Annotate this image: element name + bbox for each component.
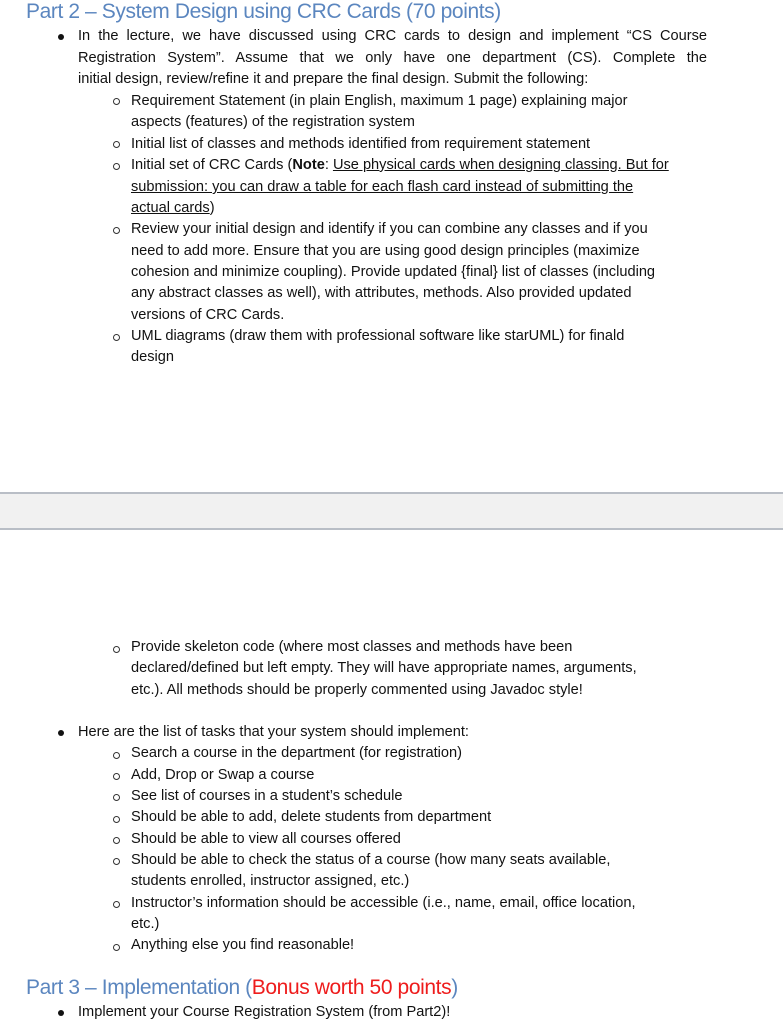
task-item: Search a course in the department (for registration)	[131, 745, 462, 761]
bullet-icon	[58, 34, 64, 40]
task-item: Anything else you find reasonable!	[131, 937, 355, 953]
circle-bullet-icon	[113, 752, 120, 759]
implement-item: Implement your Course Registration System (from Part2)!	[78, 1004, 451, 1020]
circle-bullet-icon	[113, 858, 120, 865]
skeleton-item: declared/defined but left empty. They will have appropriate names, arguments,	[131, 660, 637, 676]
part3-heading-suffix: )	[451, 976, 458, 999]
part2-heading: Part 2 – System Design using CRC Cards (70 points)	[26, 0, 501, 23]
intro-line: initial design, review/refine it and prepare the final design. Submit the following:	[78, 71, 589, 87]
part3-heading-prefix: Part 3 – Implementation (	[26, 976, 252, 999]
uml-item: UML diagrams (draw them with professional software like starUML) for finald	[131, 328, 625, 344]
tasks-intro: Here are the list of tasks that your system should implement:	[78, 724, 469, 740]
skeleton-item: etc.). All methods should be properly commented using Javadoc style!	[131, 682, 583, 698]
circle-bullet-icon	[113, 944, 120, 951]
uml-item: design	[131, 349, 175, 365]
crc-note-text: Use physical cards when designing classing. But for	[332, 157, 669, 173]
bullet-icon	[58, 730, 64, 736]
bonus-label: Bonus worth 50 points	[251, 976, 452, 999]
circle-bullet-icon	[113, 646, 120, 653]
bullet-icon	[58, 1010, 64, 1016]
review-item: Review your initial design and identify if you can combine any classes and if you	[131, 221, 648, 237]
circle-bullet-icon	[113, 334, 120, 341]
circle-bullet-icon	[113, 98, 120, 105]
review-item: versions of CRC Cards.	[131, 307, 285, 323]
part3-heading	[26, 976, 458, 1000]
note-label: Note	[292, 157, 325, 173]
task-item: See list of courses in a student’s schedule	[131, 788, 403, 804]
task-item: Should be able to view all courses offered	[131, 831, 401, 847]
document-page-1	[0, 0, 783, 492]
task-item: Add, Drop or Swap a course	[131, 767, 315, 783]
initial-list-item: Initial list of classes and methods identified from requirement statement	[131, 136, 591, 152]
crc-cards-item-end	[131, 198, 215, 219]
requirement-item: Requirement Statement (in plain English, maximum 1 page) explaining major	[131, 93, 628, 109]
skeleton-item: Provide skeleton code (where most classes and methods have been	[131, 639, 573, 655]
task-item: etc.)	[131, 916, 160, 932]
circle-bullet-icon	[113, 837, 120, 844]
circle-bullet-icon	[113, 227, 120, 234]
crc-prefix: Initial set of CRC Cards (	[131, 157, 293, 173]
task-item: Should be able to check the status of a course (how many seats available,	[131, 852, 611, 868]
task-item: students enrolled, instructor assigned, etc.)	[131, 873, 410, 889]
intro-line: In the lecture, we have discussed using CRC cards to design and implement “CS Course	[78, 28, 707, 44]
crc-note-text: actual cards	[131, 200, 210, 216]
circle-bullet-icon	[113, 816, 120, 823]
circle-bullet-icon	[113, 794, 120, 801]
review-item: cohesion and minimize coupling). Provide updated {final} list of classes (including	[131, 264, 656, 280]
intro-line: Registration System”. Assume that we only have one department (CS). Complete the	[78, 50, 707, 66]
page-break-gap	[0, 492, 783, 530]
document-page-2	[0, 530, 783, 1024]
task-item: Instructor’s information should be accessible (i.e., name, email, office location,	[131, 895, 636, 911]
circle-bullet-icon	[113, 163, 120, 170]
task-item: Should be able to add, delete students from department	[131, 809, 492, 825]
review-item: any abstract classes as well), with attributes, methods. Also provided updated	[131, 285, 632, 301]
crc-colon: :	[324, 157, 333, 173]
circle-bullet-icon	[113, 141, 120, 148]
crc-note-text: submission: you can draw a table for each flash card instead of submitting the	[131, 179, 634, 195]
crc-cards-item	[131, 155, 669, 176]
crc-suffix: )	[209, 200, 215, 216]
requirement-item: aspects (features) of the registration system	[131, 114, 415, 130]
circle-bullet-icon	[113, 773, 120, 780]
review-item: need to add more. Ensure that you are using good design principles (maximize	[131, 243, 640, 259]
circle-bullet-icon	[113, 901, 120, 908]
